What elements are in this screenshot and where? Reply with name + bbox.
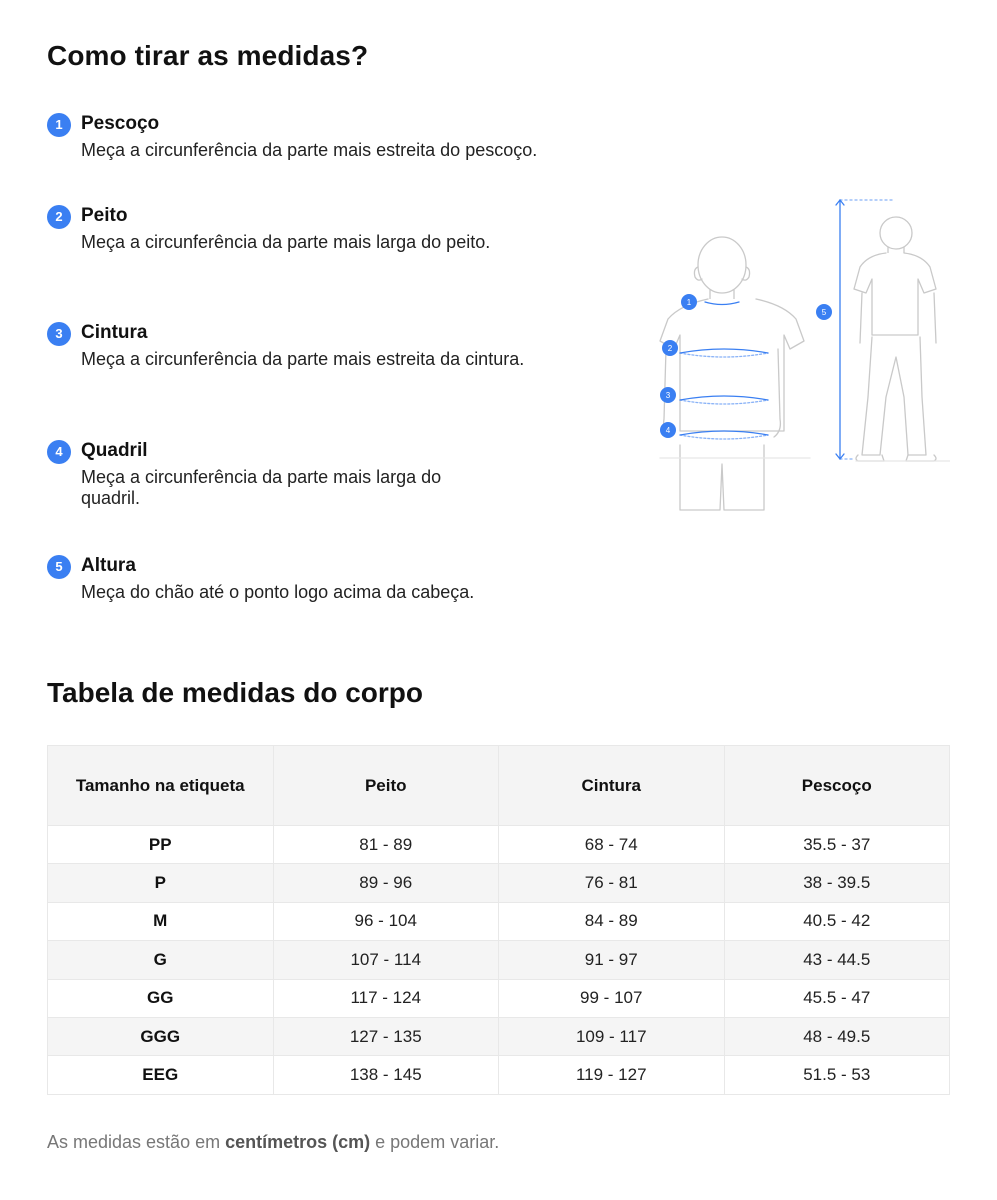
- chest-cell: 81 - 89: [273, 826, 499, 864]
- table-row: [48, 902, 950, 940]
- size-cell: GGG: [48, 1017, 274, 1055]
- waist-cell: 119 - 127: [499, 1056, 725, 1094]
- size-table-container: [47, 745, 950, 1095]
- header-waist: Cintura: [499, 746, 725, 826]
- size-cell: PP: [48, 826, 274, 864]
- step-title: Pescoço: [81, 113, 160, 134]
- neck-cell: 51.5 - 53: [724, 1056, 950, 1094]
- marker-label-2: 2: [667, 344, 673, 353]
- table-row: [48, 979, 950, 1017]
- table-row: [48, 941, 950, 979]
- step-number-badge: 4: [47, 440, 71, 464]
- chest-cell: 138 - 145: [273, 1056, 499, 1094]
- waist-cell: 76 - 81: [499, 864, 725, 902]
- header-chest: Peito: [273, 746, 499, 826]
- step-height: [47, 554, 607, 603]
- step-description: Meça a circunferência da parte mais larga do peito.: [81, 232, 491, 252]
- chest-cell: 96 - 104: [273, 902, 499, 940]
- neck-cell: 38 - 39.5: [724, 864, 950, 902]
- size-cell: EEG: [48, 1056, 274, 1094]
- marker-label-4: 4: [665, 426, 671, 435]
- measurement-illustration: [650, 195, 950, 515]
- page-title: Como tirar as medidas?: [47, 40, 369, 71]
- waist-cell: 68 - 74: [499, 826, 725, 864]
- chest-cell: 117 - 124: [273, 979, 499, 1017]
- step-number-badge: 2: [47, 205, 71, 229]
- table-section-title: Tabela de medidas do corpo: [47, 677, 424, 708]
- chest-cell: 89 - 96: [273, 864, 499, 902]
- size-cell: GG: [48, 979, 274, 1017]
- waist-cell: 84 - 89: [499, 902, 725, 940]
- table-row: [48, 826, 950, 864]
- size-table: [47, 745, 950, 1095]
- step-title: Altura: [81, 555, 136, 576]
- chest-cell: 107 - 114: [273, 941, 499, 979]
- note-text-after: e podem variar.: [370, 1132, 500, 1152]
- step-number-badge: 5: [47, 555, 71, 579]
- header-neck: Pescoço: [724, 746, 950, 826]
- marker-label-5: 5: [821, 308, 827, 317]
- step-number-badge: 3: [47, 322, 71, 346]
- neck-cell: 43 - 44.5: [724, 941, 950, 979]
- step-hip: [47, 439, 607, 509]
- marker-label-3: 3: [665, 391, 671, 400]
- step-description: Meça do chão até o ponto logo acima da cabeça.: [81, 582, 475, 602]
- waist-cell: 99 - 107: [499, 979, 725, 1017]
- step-chest: [47, 204, 607, 253]
- table-row: [48, 1017, 950, 1055]
- table-row: [48, 864, 950, 902]
- neck-cell: 48 - 49.5: [724, 1017, 950, 1055]
- step-number-badge: 1: [47, 113, 71, 137]
- neck-cell: 40.5 - 42: [724, 902, 950, 940]
- note-text-before: As medidas estão em: [47, 1132, 226, 1152]
- header-size-label: Tamanho na etiqueta: [48, 746, 274, 826]
- step-waist: [47, 321, 607, 370]
- size-cell: M: [48, 902, 274, 940]
- marker-label-1: 1: [686, 298, 692, 307]
- step-title: Quadril: [81, 440, 148, 461]
- size-cell: G: [48, 941, 274, 979]
- step-description: Meça a circunferência da parte mais larga do quadril.: [81, 467, 442, 508]
- waist-cell: 91 - 97: [499, 941, 725, 979]
- size-cell: P: [48, 864, 274, 902]
- chest-cell: 127 - 135: [273, 1017, 499, 1055]
- table-row: [48, 1056, 950, 1094]
- step-title: Peito: [81, 205, 128, 226]
- step-description: Meça a circunferência da parte mais estreita do pescoço.: [81, 140, 538, 160]
- table-header-row: [48, 746, 950, 826]
- units-note: [47, 1132, 499, 1153]
- step-neck: [47, 112, 607, 161]
- step-title: Cintura: [81, 322, 148, 343]
- waist-cell: 109 - 117: [499, 1017, 725, 1055]
- note-units-bold: centímetros (cm): [225, 1132, 371, 1152]
- neck-cell: 35.5 - 37: [724, 826, 950, 864]
- step-description: Meça a circunferência da parte mais estreita da cintura.: [81, 349, 525, 369]
- neck-cell: 45.5 - 47: [724, 979, 950, 1017]
